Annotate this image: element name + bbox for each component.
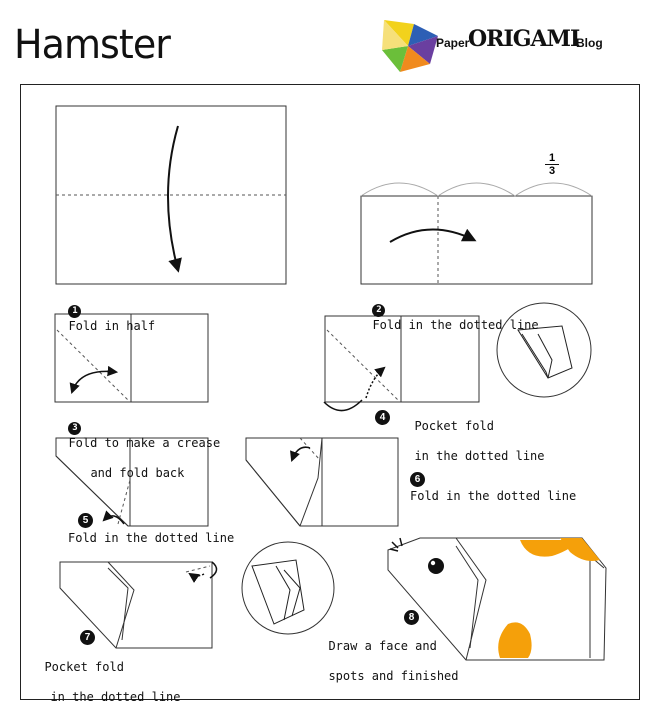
step-3-line2: and fold back <box>90 466 185 480</box>
step-1-text: Fold in half <box>68 319 156 333</box>
step-6-badge: 6 <box>410 472 425 487</box>
step-6-label: Fold in the dotted line <box>410 489 577 503</box>
step-4-badge: 4 <box>375 410 390 425</box>
step-6-figure <box>246 438 398 526</box>
one-third-fraction <box>542 152 562 177</box>
step-1-figure <box>56 106 286 284</box>
step-7-line1: Pocket fold <box>44 660 124 674</box>
step-4-line1: Pocket fold <box>414 419 494 433</box>
step-4-label <box>400 404 545 464</box>
step-7-label <box>30 645 181 705</box>
step-3-badge: 3 <box>68 422 81 435</box>
step-1-label <box>54 289 155 334</box>
step-3-line1: Fold to make a crease <box>68 436 221 450</box>
step-7-badge: 7 <box>80 630 95 645</box>
step-1-badge: 1 <box>68 305 81 318</box>
step-4-line2: in the dotted line <box>414 449 545 463</box>
step-8-label <box>314 624 459 684</box>
step-2-badge: 2 <box>372 304 385 317</box>
brand-blog-text: Blog <box>576 36 603 50</box>
step-8-badge: 8 <box>404 610 419 625</box>
step-2-figure <box>361 183 592 284</box>
step-3-label <box>54 406 220 481</box>
brand-paper-text: Paper <box>436 36 470 50</box>
brand-origami-text: ORIGAMI <box>468 26 580 52</box>
step-8-line2: spots and finished <box>328 669 459 683</box>
step-2-text: Fold in the dotted line <box>372 318 539 332</box>
page-title: Hamster <box>14 22 170 68</box>
step-5-label: Fold in the dotted line <box>68 531 235 545</box>
step-2-label <box>358 288 539 333</box>
step-7-figure <box>60 542 334 648</box>
fraction-numerator: 1 <box>548 152 556 164</box>
fraction-denominator: 3 <box>548 165 556 177</box>
step-7-line2: in the dotted line <box>50 690 181 704</box>
step-5-badge: 5 <box>78 513 93 528</box>
step-8-line1: Draw a face and <box>328 639 437 653</box>
